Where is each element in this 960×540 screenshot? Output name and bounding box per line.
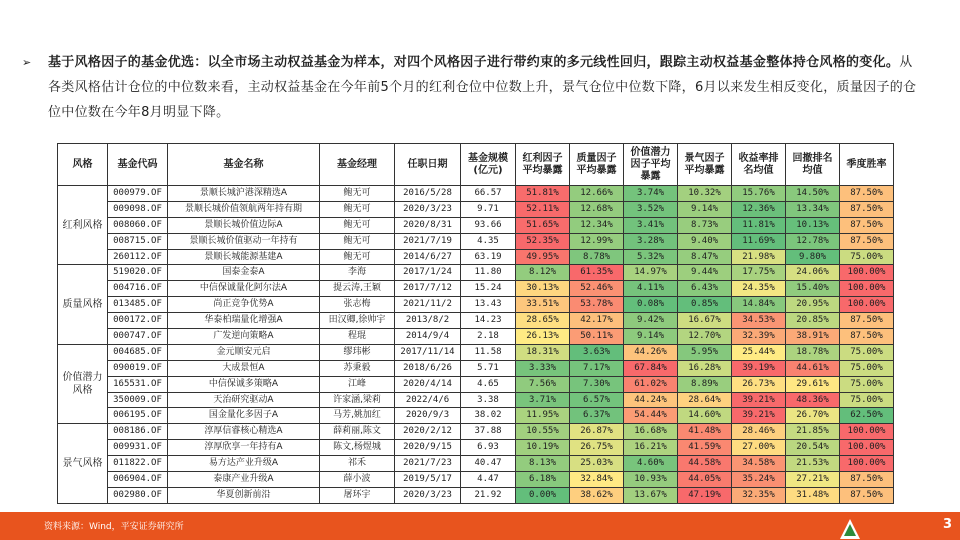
cell-quality-exposure: 26.87% [570,424,624,440]
cell-drawdown-rank: 18.78% [786,344,840,360]
cell-tenure-date: 2021/7/23 [395,456,461,472]
cell-prosperity-exposure: 16.67% [678,313,732,329]
cell-quarter-winrate: 75.00% [840,360,894,376]
cell-fund-manager: 李海 [320,265,395,281]
cell-drawdown-rank: 20.85% [786,313,840,329]
table-row [58,360,894,376]
cell-return-rank: 17.75% [732,265,786,281]
header-drawdown-rank: 回撤排名均值 [786,144,840,186]
cell-tenure-date: 2020/3/23 [395,201,461,217]
cell-fund-name: 淳厚信睿核心精选A [168,424,320,440]
cell-tenure-date: 2020/9/15 [395,440,461,456]
cell-fund-size: 11.58 [461,344,516,360]
cell-quarter-winrate: 87.50% [840,186,894,202]
cell-fund-manager: 程琨 [320,329,395,345]
cell-fund-code: 260112.OF [108,249,168,265]
cell-drawdown-rank: 31.48% [786,487,840,503]
cell-drawdown-rank: 20.95% [786,297,840,313]
cell-fund-size: 14.23 [461,313,516,329]
cell-prosperity-exposure: 10.32% [678,186,732,202]
cell-fund-manager: 祁禾 [320,456,395,472]
cell-fund-code: 002980.OF [108,487,168,503]
header-return-rank: 收益率排名均值 [732,144,786,186]
cell-quarter-winrate: 100.00% [840,265,894,281]
cell-prosperity-exposure: 8.89% [678,376,732,392]
header-prosperity-exposure: 景气因子平均暴露 [678,144,732,186]
cell-fund-manager: 缪玮彬 [320,344,395,360]
cell-fund-name: 景顺长城价值驱动一年持有 [168,233,320,249]
cell-drawdown-rank: 13.34% [786,201,840,217]
cell-return-rank: 25.44% [732,344,786,360]
cell-quality-exposure: 12.66% [570,186,624,202]
cell-drawdown-rank: 14.50% [786,186,840,202]
cell-quality-exposure: 12.34% [570,217,624,233]
cell-fund-manager: 田汉卿,徐帅宇 [320,313,395,329]
cell-dividend-exposure: 30.13% [516,281,570,297]
cell-quality-exposure: 61.35% [570,265,624,281]
cell-quarter-winrate: 75.00% [840,392,894,408]
cell-return-rank: 32.39% [732,329,786,345]
cell-quality-exposure: 52.46% [570,281,624,297]
cell-return-rank: 27.00% [732,440,786,456]
cell-fund-code: 009931.OF [108,440,168,456]
header-fund-name: 基金名称 [168,144,320,186]
cell-tenure-date: 2016/5/28 [395,186,461,202]
header-value-exposure: 价值潜力因子平均暴露 [624,144,678,186]
cell-fund-name: 淳厚欣享一年持有A [168,440,320,456]
table-header-row [58,144,894,186]
cell-quality-exposure: 12.68% [570,201,624,217]
cell-tenure-date: 2021/11/2 [395,297,461,313]
cell-dividend-exposure: 51.65% [516,217,570,233]
cell-tenure-date: 2014/6/27 [395,249,461,265]
cell-fund-code: 519020.OF [108,265,168,281]
cell-quarter-winrate: 87.50% [840,233,894,249]
cell-fund-manager: 薛小波 [320,472,395,488]
cell-return-rank: 39.21% [732,392,786,408]
cell-drawdown-rank: 21.53% [786,456,840,472]
table-row [58,281,894,297]
cell-fund-size: 6.93 [461,440,516,456]
cell-tenure-date: 2019/5/17 [395,472,461,488]
header-style: 风格 [58,144,108,186]
cell-dividend-exposure: 33.51% [516,297,570,313]
cell-dividend-exposure: 28.65% [516,313,570,329]
cell-return-rank: 24.35% [732,281,786,297]
table-row [58,249,894,265]
cell-fund-size: 66.57 [461,186,516,202]
header-fund-size: 基金规模(亿元) [461,144,516,186]
cell-drawdown-rank: 20.54% [786,440,840,456]
cell-fund-manager: 江峰 [320,376,395,392]
cell-quarter-winrate: 87.50% [840,313,894,329]
cell-fund-code: 350009.OF [108,392,168,408]
cell-fund-manager: 鲍无可 [320,217,395,233]
cell-return-rank: 12.36% [732,201,786,217]
cell-quarter-winrate: 75.00% [840,249,894,265]
cell-fund-manager: 张志梅 [320,297,395,313]
cell-fund-size: 3.38 [461,392,516,408]
table-row [58,297,894,313]
cell-quality-exposure: 6.37% [570,408,624,424]
cell-fund-manager: 鲍无可 [320,201,395,217]
arrow-bullet-icon: ➢ [22,56,32,69]
cell-prosperity-exposure: 44.58% [678,456,732,472]
header-quality-exposure: 质量因子平均暴露 [570,144,624,186]
cell-value-exposure: 13.67% [624,487,678,503]
cell-prosperity-exposure: 6.43% [678,281,732,297]
cell-value-exposure: 44.24% [624,392,678,408]
cell-tenure-date: 2022/4/6 [395,392,461,408]
cell-fund-name: 景顺长城价值领航两年持有期 [168,201,320,217]
fund-table [57,143,894,504]
cell-prosperity-exposure: 5.95% [678,344,732,360]
cell-fund-size: 9.71 [461,201,516,217]
cell-quarter-winrate: 100.00% [840,424,894,440]
style-group-label: 红利风格 [58,186,108,265]
cell-quarter-winrate: 87.50% [840,472,894,488]
cell-dividend-exposure: 8.13% [516,456,570,472]
cell-tenure-date: 2020/4/14 [395,376,461,392]
cell-drawdown-rank: 15.40% [786,281,840,297]
cell-drawdown-rank: 27.21% [786,472,840,488]
cell-prosperity-exposure: 8.47% [678,249,732,265]
cell-fund-name: 广发逆向策略A [168,329,320,345]
cell-fund-code: 000172.OF [108,313,168,329]
cell-tenure-date: 2014/9/4 [395,329,461,345]
cell-fund-manager: 许家涵,梁莉 [320,392,395,408]
cell-quarter-winrate: 87.50% [840,217,894,233]
table-row [58,376,894,392]
cell-fund-name: 尚正竞争优势A [168,297,320,313]
cell-dividend-exposure: 0.00% [516,487,570,503]
cell-return-rank: 34.58% [732,456,786,472]
cell-quarter-winrate: 87.50% [840,487,894,503]
cell-tenure-date: 2018/6/26 [395,360,461,376]
cell-value-exposure: 0.08% [624,297,678,313]
header-fund-code: 基金代码 [108,144,168,186]
page-number: 3 [942,517,952,532]
cell-fund-manager: 苏秉毅 [320,360,395,376]
summary-normal-text: 从各类风格估计仓位的中位数来看，主动权益基金在今年前5个月的红利仓位中位数上升，景气仓位中位数下降，6月以来发生相反变化，质量因子的仓位中位数在今年8月明显下降。 [48,55,917,120]
cell-fund-manager: 屠环宇 [320,487,395,503]
cell-value-exposure: 10.93% [624,472,678,488]
cell-fund-size: 4.35 [461,233,516,249]
cell-fund-size: 11.80 [461,265,516,281]
cell-fund-code: 013485.OF [108,297,168,313]
cell-fund-size: 38.02 [461,408,516,424]
cell-quality-exposure: 7.30% [570,376,624,392]
style-group-label: 景气风格 [58,424,108,503]
cell-quarter-winrate: 100.00% [840,281,894,297]
cell-return-rank: 15.76% [732,186,786,202]
cell-return-rank: 32.35% [732,487,786,503]
cell-return-rank: 14.84% [732,297,786,313]
cell-fund-size: 13.43 [461,297,516,313]
cell-quality-exposure: 8.78% [570,249,624,265]
cell-dividend-exposure: 10.55% [516,424,570,440]
cell-quarter-winrate: 100.00% [840,297,894,313]
cell-tenure-date: 2017/11/14 [395,344,461,360]
company-logo-icon [839,518,861,540]
cell-quality-exposure: 6.57% [570,392,624,408]
cell-dividend-exposure: 3.71% [516,392,570,408]
cell-fund-code: 004716.OF [108,281,168,297]
cell-quarter-winrate: 62.50% [840,408,894,424]
cell-drawdown-rank: 9.80% [786,249,840,265]
cell-drawdown-rank: 44.61% [786,360,840,376]
table-row [58,186,894,202]
cell-value-exposure: 3.74% [624,186,678,202]
cell-prosperity-exposure: 8.73% [678,217,732,233]
table-row [58,424,894,440]
cell-quality-exposure: 12.99% [570,233,624,249]
table-row [58,392,894,408]
cell-drawdown-rank: 29.61% [786,376,840,392]
cell-quality-exposure: 7.17% [570,360,624,376]
cell-return-rank: 35.24% [732,472,786,488]
cell-fund-manager: 马芳,姚加红 [320,408,395,424]
cell-fund-code: 008715.OF [108,233,168,249]
cell-fund-name: 金元顺安元启 [168,344,320,360]
cell-fund-name: 华夏创新前沿 [168,487,320,503]
cell-fund-name: 易方达产业升级A [168,456,320,472]
cell-fund-name: 天治研究驱动A [168,392,320,408]
cell-fund-code: 000979.OF [108,186,168,202]
cell-dividend-exposure: 3.33% [516,360,570,376]
cell-dividend-exposure: 52.35% [516,233,570,249]
cell-prosperity-exposure: 9.44% [678,265,732,281]
cell-return-rank: 21.98% [732,249,786,265]
cell-value-exposure: 4.60% [624,456,678,472]
cell-value-exposure: 16.21% [624,440,678,456]
cell-fund-code: 165531.OF [108,376,168,392]
style-group-label: 价值潜力风格 [58,344,108,423]
cell-return-rank: 34.53% [732,313,786,329]
cell-value-exposure: 3.41% [624,217,678,233]
cell-quality-exposure: 42.17% [570,313,624,329]
header-quarter-winrate: 季度胜率 [840,144,894,186]
header-dividend-exposure: 红利因子平均暴露 [516,144,570,186]
cell-prosperity-exposure: 47.19% [678,487,732,503]
cell-prosperity-exposure: 28.64% [678,392,732,408]
cell-quarter-winrate: 75.00% [840,376,894,392]
cell-prosperity-exposure: 12.70% [678,329,732,345]
cell-value-exposure: 44.26% [624,344,678,360]
cell-quarter-winrate: 87.50% [840,201,894,217]
cell-fund-code: 006904.OF [108,472,168,488]
table-row [58,408,894,424]
cell-fund-name: 中信保诚量化阿尔法A [168,281,320,297]
table-row [58,265,894,281]
table-row [58,313,894,329]
cell-prosperity-exposure: 41.48% [678,424,732,440]
cell-dividend-exposure: 18.31% [516,344,570,360]
cell-prosperity-exposure: 44.05% [678,472,732,488]
cell-tenure-date: 2017/1/24 [395,265,461,281]
cell-fund-name: 华泰柏瑞量化增强A [168,313,320,329]
cell-tenure-date: 2017/7/12 [395,281,461,297]
cell-return-rank: 28.46% [732,424,786,440]
cell-fund-size: 21.92 [461,487,516,503]
cell-quality-exposure: 53.78% [570,297,624,313]
cell-quarter-winrate: 100.00% [840,456,894,472]
cell-value-exposure: 4.11% [624,281,678,297]
cell-fund-name: 景顺长城能源基建A [168,249,320,265]
cell-fund-manager: 提云涛,王颖 [320,281,395,297]
table-row [58,233,894,249]
table-row [58,329,894,345]
cell-value-exposure: 16.68% [624,424,678,440]
table-row [58,201,894,217]
cell-fund-size: 37.88 [461,424,516,440]
cell-fund-size: 4.47 [461,472,516,488]
cell-fund-name: 景顺长城价值边际A [168,217,320,233]
cell-drawdown-rank: 12.78% [786,233,840,249]
cell-tenure-date: 2020/9/3 [395,408,461,424]
cell-dividend-exposure: 11.95% [516,408,570,424]
cell-tenure-date: 2013/8/2 [395,313,461,329]
style-group-label: 质量风格 [58,265,108,344]
cell-quality-exposure: 26.75% [570,440,624,456]
cell-fund-name: 国金量化多因子A [168,408,320,424]
cell-dividend-exposure: 51.81% [516,186,570,202]
cell-value-exposure: 3.28% [624,233,678,249]
cell-fund-size: 93.66 [461,217,516,233]
cell-drawdown-rank: 48.36% [786,392,840,408]
cell-fund-code: 090019.OF [108,360,168,376]
cell-value-exposure: 67.84% [624,360,678,376]
cell-return-rank: 39.21% [732,408,786,424]
cell-fund-manager: 鲍无可 [320,186,395,202]
cell-return-rank: 11.81% [732,217,786,233]
cell-fund-size: 4.65 [461,376,516,392]
cell-dividend-exposure: 8.12% [516,265,570,281]
cell-quarter-winrate: 75.00% [840,344,894,360]
cell-fund-size: 40.47 [461,456,516,472]
source-note: 资料来源：Wind，平安证券研究所 [44,522,184,532]
cell-fund-code: 004685.OF [108,344,168,360]
cell-fund-size: 2.18 [461,329,516,345]
cell-value-exposure: 5.32% [624,249,678,265]
summary-bullet [22,50,922,125]
cell-fund-size: 15.24 [461,281,516,297]
cell-value-exposure: 14.97% [624,265,678,281]
cell-drawdown-rank: 38.91% [786,329,840,345]
cell-quarter-winrate: 87.50% [840,329,894,345]
cell-fund-size: 63.19 [461,249,516,265]
cell-value-exposure: 54.44% [624,408,678,424]
cell-quality-exposure: 25.03% [570,456,624,472]
cell-dividend-exposure: 49.95% [516,249,570,265]
cell-fund-code: 008060.OF [108,217,168,233]
table-row [58,456,894,472]
cell-fund-manager: 陈文,杨煜城 [320,440,395,456]
cell-fund-code: 006195.OF [108,408,168,424]
cell-prosperity-exposure: 16.28% [678,360,732,376]
cell-tenure-date: 2020/2/12 [395,424,461,440]
cell-tenure-date: 2021/7/19 [395,233,461,249]
header-tenure-date: 任职日期 [395,144,461,186]
cell-dividend-exposure: 26.13% [516,329,570,345]
table-row [58,217,894,233]
cell-quarter-winrate: 100.00% [840,440,894,456]
cell-dividend-exposure: 6.18% [516,472,570,488]
cell-value-exposure: 9.42% [624,313,678,329]
cell-quality-exposure: 32.84% [570,472,624,488]
cell-fund-code: 011822.OF [108,456,168,472]
cell-drawdown-rank: 26.70% [786,408,840,424]
cell-fund-manager: 鲍无可 [320,249,395,265]
cell-fund-name: 景顺长城沪港深精选A [168,186,320,202]
cell-prosperity-exposure: 0.85% [678,297,732,313]
cell-drawdown-rank: 10.13% [786,217,840,233]
cell-dividend-exposure: 52.11% [516,201,570,217]
cell-return-rank: 11.69% [732,233,786,249]
cell-tenure-date: 2020/3/23 [395,487,461,503]
cell-quality-exposure: 50.11% [570,329,624,345]
cell-fund-name: 国泰金泰A [168,265,320,281]
cell-fund-manager: 薛莉丽,陈文 [320,424,395,440]
table-row [58,344,894,360]
footer-bar [0,512,960,540]
cell-dividend-exposure: 7.56% [516,376,570,392]
table-row [58,472,894,488]
cell-quality-exposure: 3.63% [570,344,624,360]
cell-tenure-date: 2020/8/31 [395,217,461,233]
cell-prosperity-exposure: 9.40% [678,233,732,249]
cell-drawdown-rank: 24.06% [786,265,840,281]
cell-prosperity-exposure: 14.60% [678,408,732,424]
cell-dividend-exposure: 10.19% [516,440,570,456]
cell-return-rank: 39.19% [732,360,786,376]
cell-fund-name: 中信保诚多策略A [168,376,320,392]
cell-fund-name: 大成景恒A [168,360,320,376]
cell-value-exposure: 9.14% [624,329,678,345]
cell-value-exposure: 61.02% [624,376,678,392]
cell-fund-code: 008186.OF [108,424,168,440]
cell-quality-exposure: 38.62% [570,487,624,503]
summary-bold-text: 基于风格因子的基金优选：以全市场主动权益基金为样本，对四个风格因子进行带约束的多元线性回归，跟踪主动权益基金整体持仓风格的变化。 [48,55,900,70]
cell-drawdown-rank: 21.85% [786,424,840,440]
header-manager: 基金经理 [320,144,395,186]
table-body [58,186,894,504]
cell-prosperity-exposure: 41.59% [678,440,732,456]
cell-fund-name: 泰康产业升级A [168,472,320,488]
cell-return-rank: 26.73% [732,376,786,392]
cell-value-exposure: 3.52% [624,201,678,217]
cell-fund-code: 000747.OF [108,329,168,345]
cell-prosperity-exposure: 9.14% [678,201,732,217]
table-row [58,487,894,503]
cell-fund-size: 5.71 [461,360,516,376]
table-row [58,440,894,456]
cell-fund-code: 009098.OF [108,201,168,217]
cell-fund-manager: 鲍无可 [320,233,395,249]
